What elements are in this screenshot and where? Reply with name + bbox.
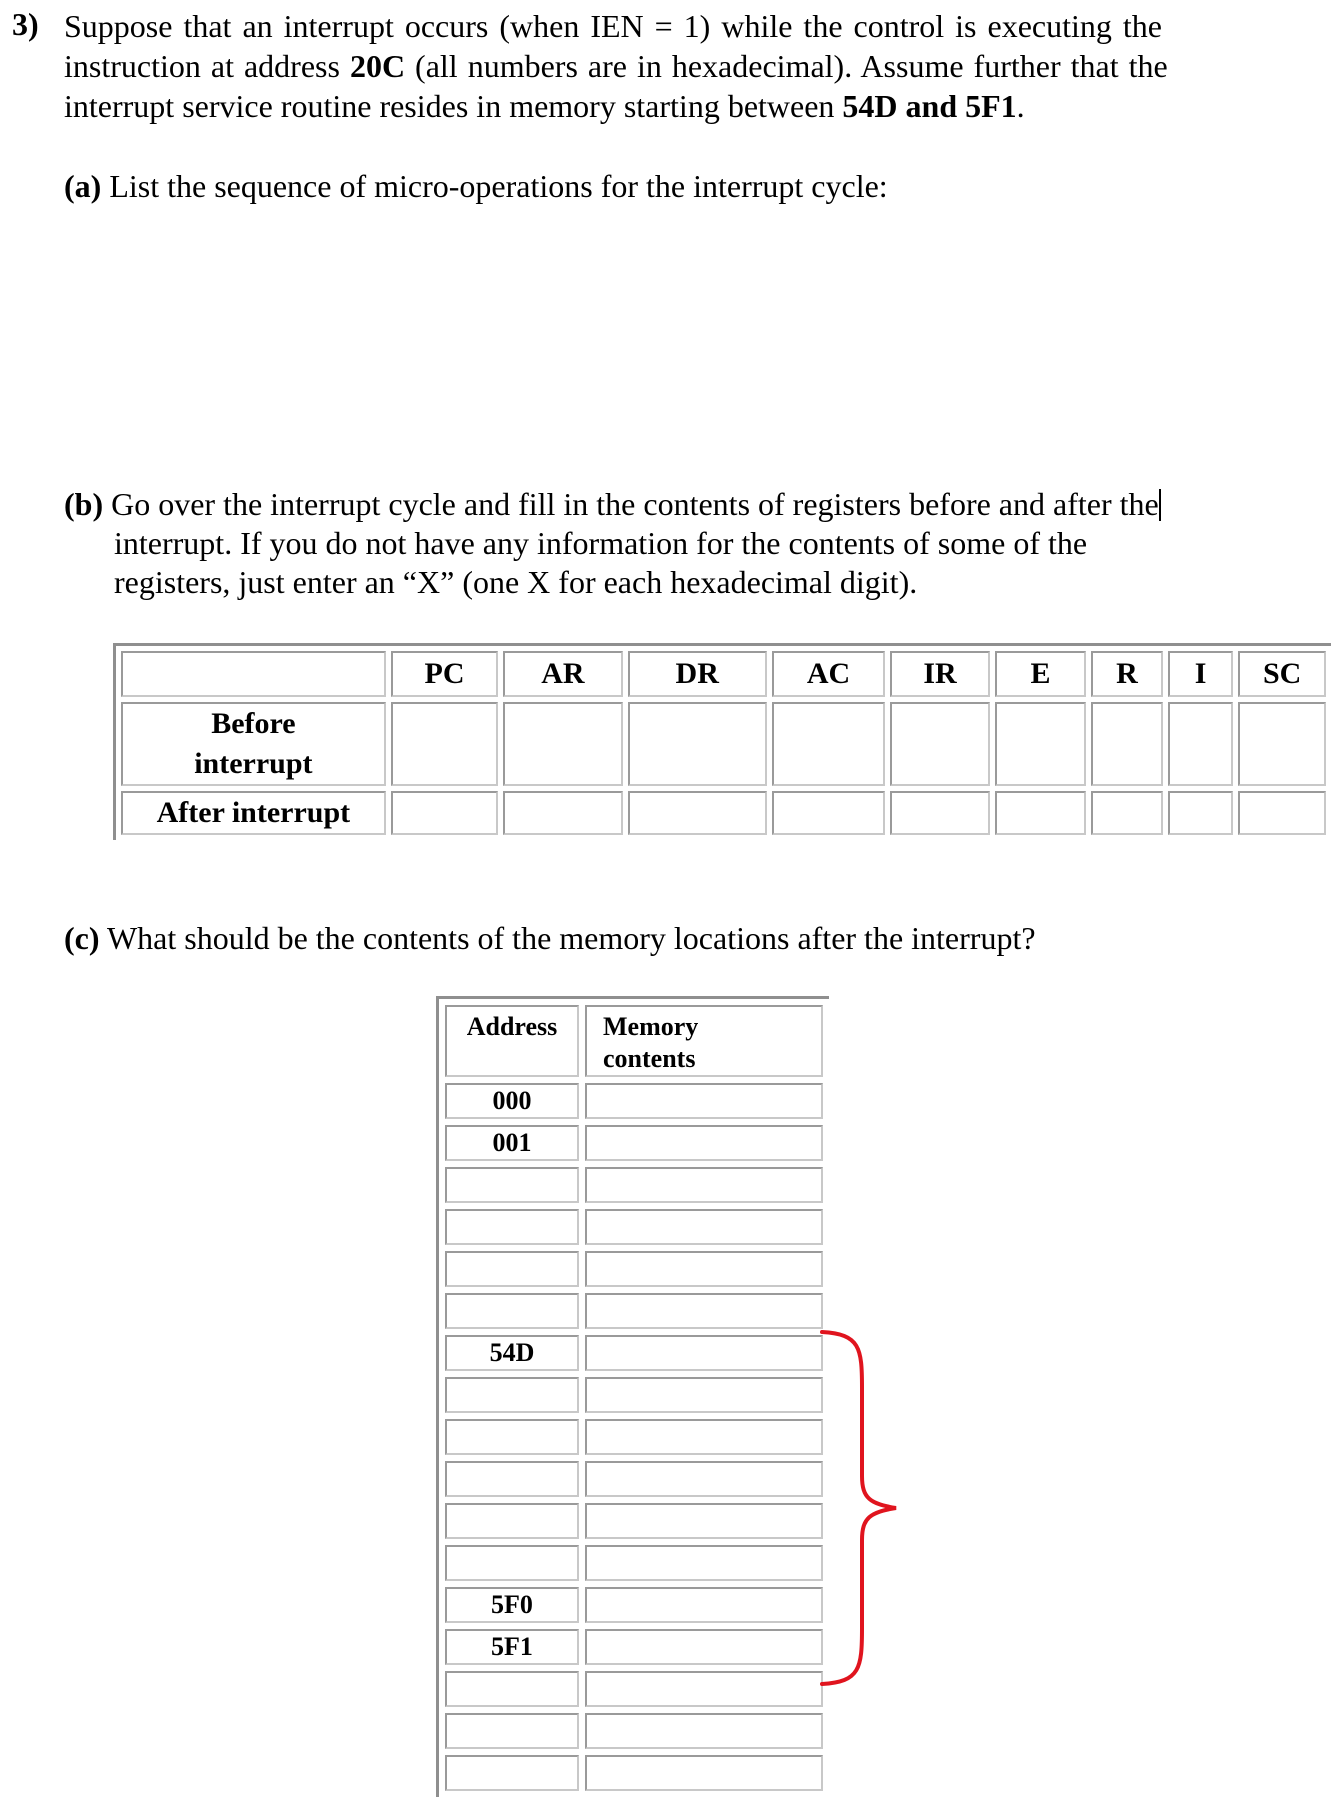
memory-address-cell[interactable]: [445, 1293, 579, 1329]
memory-contents-cell[interactable]: [585, 1125, 823, 1161]
memory-contents-cell[interactable]: [585, 1671, 823, 1707]
range-brace-icon: [820, 1328, 900, 1688]
register-cell-r-after[interactable]: [1091, 791, 1163, 835]
part-c: [64, 918, 1036, 958]
memory-address-cell[interactable]: [445, 1545, 579, 1581]
register-cell-sc-after[interactable]: [1238, 791, 1326, 835]
memory-table: [436, 996, 829, 1797]
memory-row: [445, 1125, 823, 1161]
part-b-text: Go over the interrupt cycle and fill in the contents of registers before and after the: [111, 486, 1159, 522]
register-row-before: [121, 702, 1326, 786]
register-corner-cell: [121, 651, 386, 697]
question-text: .: [1016, 88, 1025, 124]
question-line-1: Suppose that an interrupt occurs (when IEN = 1) while the control is executing the: [64, 8, 1162, 44]
register-row-after: [121, 791, 1326, 835]
text-cursor: [1159, 489, 1161, 521]
register-cell-e-before[interactable]: [995, 702, 1086, 786]
memory-row: [445, 1209, 823, 1245]
memory-row: [445, 1335, 823, 1371]
memory-row: [445, 1083, 823, 1119]
memory-address-cell[interactable]: [445, 1755, 579, 1791]
memory-row: [445, 1293, 823, 1329]
register-header-ac: AC: [772, 651, 885, 697]
register-cell-pc-after[interactable]: [391, 791, 498, 835]
memory-contents-cell[interactable]: [585, 1755, 823, 1791]
register-cell-i-after[interactable]: [1168, 791, 1234, 835]
memory-header-row: [445, 1005, 823, 1077]
memory-address-cell: 5F1: [445, 1629, 579, 1665]
part-c-text: What should be the contents of the memory locations after the interrupt?: [106, 920, 1036, 956]
part-a-label: (a): [64, 168, 102, 204]
memory-row: [445, 1713, 823, 1749]
memory-address-cell[interactable]: [445, 1671, 579, 1707]
question-number: 3): [12, 6, 39, 42]
register-cell-ac-before[interactable]: [772, 702, 885, 786]
memory-row: [445, 1419, 823, 1455]
register-cell-i-before[interactable]: [1168, 702, 1234, 786]
row-label-line: interrupt: [194, 747, 313, 780]
memory-address-cell[interactable]: [445, 1251, 579, 1287]
memory-row: [445, 1587, 823, 1623]
part-b-line-1: [64, 484, 1161, 524]
register-cell-ir-after[interactable]: [890, 791, 989, 835]
register-cell-pc-before[interactable]: [391, 702, 498, 786]
register-cell-ar-before[interactable]: [503, 702, 622, 786]
header-line: contents: [603, 1044, 696, 1073]
register-header-sc: SC: [1238, 651, 1326, 697]
question-line-3: [64, 86, 1025, 126]
part-b-line-3: registers, just enter an “X” (one X for each hexadecimal digit).: [114, 564, 918, 600]
memory-address-cell[interactable]: [445, 1377, 579, 1413]
memory-address-cell: 5F0: [445, 1587, 579, 1623]
memory-contents-cell[interactable]: [585, 1335, 823, 1371]
question-text: (all numbers are in hexadecimal). Assume further that the: [405, 48, 1168, 84]
memory-row: [445, 1755, 823, 1791]
register-header-r: R: [1091, 651, 1163, 697]
memory-row: [445, 1629, 823, 1665]
header-line: Memory: [603, 1012, 699, 1041]
memory-contents-cell[interactable]: [585, 1293, 823, 1329]
register-cell-ar-after[interactable]: [503, 791, 622, 835]
part-a-text: List the sequence of micro-operations for the interrupt cycle:: [109, 168, 888, 204]
memory-contents-cell[interactable]: [585, 1713, 823, 1749]
question-text: interrupt service routine resides in memory starting between: [64, 88, 843, 124]
memory-contents-cell[interactable]: [585, 1461, 823, 1497]
memory-address-cell: 001: [445, 1125, 579, 1161]
memory-row: [445, 1545, 823, 1581]
part-b-label: (b): [64, 486, 104, 522]
memory-contents-cell[interactable]: [585, 1587, 823, 1623]
memory-address-cell[interactable]: [445, 1461, 579, 1497]
memory-address-cell: 000: [445, 1083, 579, 1119]
memory-contents-cell[interactable]: [585, 1545, 823, 1581]
memory-address-cell[interactable]: [445, 1503, 579, 1539]
memory-address-cell[interactable]: [445, 1167, 579, 1203]
register-header-pc: PC: [391, 651, 498, 697]
memory-row: [445, 1377, 823, 1413]
memory-address-cell[interactable]: [445, 1209, 579, 1245]
memory-address-cell: 54D: [445, 1335, 579, 1371]
memory-row: [445, 1251, 823, 1287]
instruction-address: 20C: [349, 48, 406, 84]
part-c-label: (c): [64, 920, 100, 956]
memory-row: [445, 1671, 823, 1707]
register-header-row: [121, 651, 1326, 697]
part-a: [64, 166, 888, 206]
register-header-e: E: [995, 651, 1086, 697]
memory-contents-cell[interactable]: [585, 1377, 823, 1413]
register-cell-r-before[interactable]: [1091, 702, 1163, 786]
memory-contents-cell[interactable]: [585, 1503, 823, 1539]
memory-header-contents: [585, 1005, 823, 1077]
memory-address-cell[interactable]: [445, 1419, 579, 1455]
memory-row: [445, 1167, 823, 1203]
memory-header-address: Address: [445, 1005, 579, 1077]
register-row-label-before: [121, 702, 386, 786]
register-header-ar: AR: [503, 651, 622, 697]
register-header-ir: IR: [890, 651, 989, 697]
register-cell-ac-after[interactable]: [772, 791, 885, 835]
part-b-line-2: interrupt. If you do not have any information for the contents of some of the: [114, 525, 1088, 561]
register-row-label-after: After interrupt: [121, 791, 386, 835]
memory-row: [445, 1503, 823, 1539]
memory-contents-cell[interactable]: [585, 1629, 823, 1665]
register-header-dr: DR: [628, 651, 767, 697]
range-brace-path: [822, 1332, 896, 1684]
memory-address-cell[interactable]: [445, 1713, 579, 1749]
memory-contents-cell[interactable]: [585, 1167, 823, 1203]
register-table: [113, 643, 1331, 840]
memory-contents-cell[interactable]: [585, 1209, 823, 1245]
register-cell-ir-before[interactable]: [890, 702, 989, 786]
isr-range: 54D and 5F1: [842, 88, 1017, 124]
register-cell-dr-after[interactable]: [628, 791, 767, 835]
register-header-i: I: [1168, 651, 1234, 697]
memory-row: [445, 1461, 823, 1497]
memory-contents-cell[interactable]: [585, 1419, 823, 1455]
memory-contents-cell[interactable]: [585, 1251, 823, 1287]
memory-contents-cell[interactable]: [585, 1083, 823, 1119]
register-cell-dr-before[interactable]: [628, 702, 767, 786]
row-label-line: Before: [211, 707, 296, 740]
register-cell-e-after[interactable]: [995, 791, 1086, 835]
question-text: instruction at address: [64, 48, 350, 84]
question-line-2: [64, 46, 1168, 86]
register-cell-sc-before[interactable]: [1238, 702, 1326, 786]
